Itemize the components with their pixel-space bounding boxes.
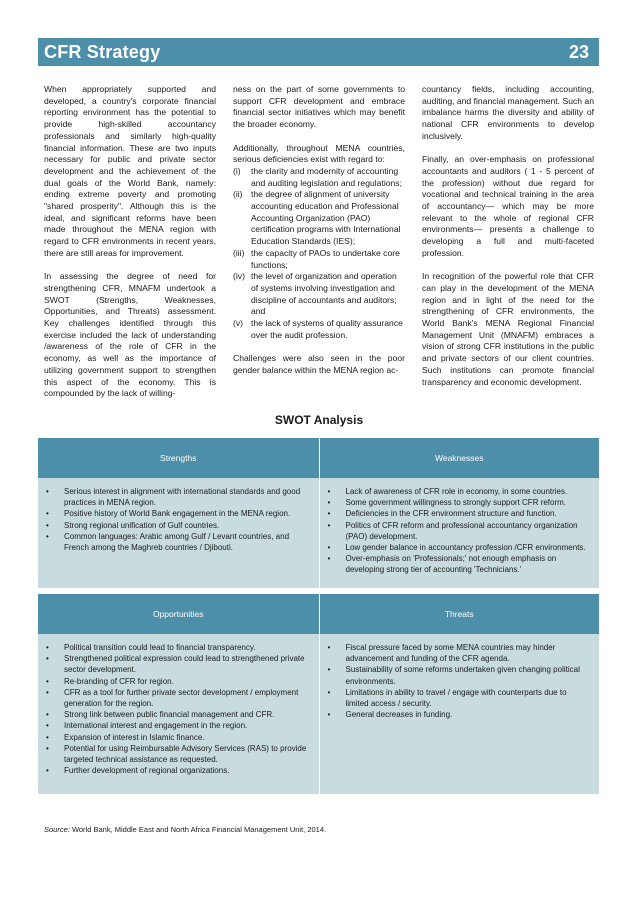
column-3 [422, 84, 594, 412]
list-item [46, 486, 311, 508]
list-item-text: the lack of systems of quality assurance over the audit profession. [251, 318, 403, 340]
list-item-text: the capacity of PAOs to undertake core functions; [251, 247, 400, 270]
list-item-text: CFR as a tool for further private sector development / employment generation for the region. [64, 687, 299, 709]
column-2 [233, 84, 405, 412]
bullet-icon: • [46, 487, 49, 496]
list-item-text: Lack of awareness of CFR role in economy, in some countries. [345, 487, 568, 496]
list-item-text: Limitations in ability to travel / engage with counterparts due to limited access / security. [345, 687, 567, 709]
list-item [46, 709, 311, 720]
list-item-text: Over-emphasis on 'Professionals;' not enough emphasis on developing strong tier of accounting 'Technicians.' [345, 554, 557, 575]
bullet-icon: • [46, 676, 49, 686]
list-item-text: the clarity and modernity of accounting and auditing legislation and regulations; [251, 165, 402, 188]
list-item [46, 642, 311, 653]
threats-header: Threats [319, 594, 600, 634]
list-item-text: Serious interest in alignment with international standards and good practices in MENA region. [64, 487, 301, 508]
bullet-icon: • [46, 654, 49, 664]
paragraph: Challenges were also seen in the poor gender balance within the MENA region ac- [233, 353, 405, 375]
list-item [328, 709, 592, 720]
list-item-text: Expansion of interest in Islamic finance. [64, 732, 205, 742]
bullet-icon: • [46, 687, 49, 697]
threats-list [328, 642, 592, 720]
list-item-text: Political transition could lead to financial transparency. [64, 643, 256, 652]
bullet-icon: • [327, 487, 331, 496]
paragraph: In assessing the degree of need for strengthening CFR, MNAFM undertook a SWOT (Strengths, Weaknesses, Opportunities, and Threats) assessment. Key challenges identified through this exercise included the lack of understanding /awareness of the role of CFR in the economy, as well as the importance of utilizing government support to strengthen this aspect of the economy. This is compounded by the lack of willing- [44, 271, 216, 399]
swot-header-row [38, 438, 599, 478]
list-item-text: Positive history of World Bank engagement in the MENA region. [64, 509, 291, 519]
list-item-text: General decreases in funding. [345, 710, 453, 720]
paragraph: ness on the part of some governments to support CFR development and embrace financial sector initiatives which may benefit the broader economy. [233, 84, 405, 130]
bullet-icon: • [327, 554, 331, 564]
bullet-icon: • [46, 520, 49, 530]
list-item-number: (iii) [233, 247, 245, 258]
bullet-icon: • [327, 687, 331, 697]
swot-header-row [38, 594, 599, 634]
page-number: 23 [568, 41, 589, 62]
strengths-cell [38, 478, 319, 588]
paragraph: countancy fields, including accounting, auditing, and financial management. Such an imbalance harms the diversity and ability of national CFR environments to develop inclusively. [422, 84, 594, 141]
list-item [46, 743, 311, 765]
list-item-text: the level of organization and operation of systems involving investigation and discipline of accountants and auditors; and [251, 271, 397, 317]
source-note [44, 825, 326, 834]
weaknesses-header: Weaknesses [319, 438, 600, 478]
strengths-list [46, 486, 311, 553]
list-item [328, 508, 592, 519]
bullet-icon: • [327, 498, 331, 508]
opportunities-list [46, 642, 311, 776]
list-item [328, 687, 592, 709]
list-item-text: International interest and engagement in the region. [64, 721, 248, 731]
list-item-text: Strong link between public financial management and CFR. [64, 710, 275, 720]
weaknesses-list [328, 486, 592, 576]
bullet-icon: • [46, 743, 49, 753]
list-item-text: Sustainability of some reforms undertaken given changing political environments. [345, 665, 580, 686]
bullet-icon: • [46, 766, 49, 776]
bullet-icon: • [327, 710, 331, 720]
list-item [233, 189, 405, 248]
list-item [46, 676, 311, 687]
list-item [46, 720, 311, 731]
list-item [328, 642, 592, 664]
swot-content-row [38, 634, 599, 794]
list-item-number: (v) [233, 318, 244, 329]
list-item-text: Strengthened political expression could lead to strengthened private sector development. [64, 654, 305, 675]
bullet-icon: • [46, 732, 49, 742]
bullet-icon: • [46, 710, 49, 720]
list-item-text: Politics of CFR reform and professional accountancy organization (PAO) development. [345, 520, 578, 541]
list-item-text: Deficiencies in the CFR environment structure and function. [345, 509, 557, 519]
list-item [233, 248, 405, 271]
list-item [233, 318, 405, 341]
list-item-number: (iv) [233, 271, 245, 282]
bullet-icon: • [46, 531, 49, 541]
list-item [328, 553, 592, 575]
list-item-text: Re-branding of CFR for region. [64, 676, 174, 686]
bullet-icon: • [46, 643, 49, 652]
list-item [46, 687, 311, 709]
body-columns [44, 84, 594, 412]
list-item-text: Further development of regional organizations. [64, 766, 230, 776]
strengths-header: Strengths [38, 438, 319, 478]
list-item-text: Potential for using Reimbursable Advisory Services (RAS) to provide targeted technical assistance as requested. [64, 743, 307, 765]
list-item [46, 520, 311, 531]
list-item [328, 497, 592, 508]
section-title: CFR Strategy [44, 41, 161, 62]
list-item-number: (ii) [233, 189, 243, 200]
list-item [328, 520, 592, 542]
bullet-icon: • [327, 643, 331, 652]
bullet-icon: • [327, 509, 331, 519]
threats-cell [319, 634, 600, 794]
weaknesses-cell [319, 478, 600, 588]
source-label: Source: [44, 825, 70, 834]
list-item-text: Some government willingness to strongly support CFR reform. [345, 498, 567, 508]
paragraph: In recognition of the powerful role that CFR can play in the development of the MENA region and in light of the need for the strengthening of CFR environments, the World Bank's MENA Regional Financial Management Unit (MNAFM) embraces a vision of strong CFR institutions in the public and private sectors of our client countries. Such institutions can promote financial transparency and economic development. [422, 271, 594, 387]
deficiency-list [233, 166, 405, 342]
paragraph: Additionally, throughout MENA countries, serious deficiencies exist with regard to: [233, 142, 405, 165]
swot-content-row [38, 478, 599, 588]
list-item [46, 765, 311, 776]
list-item [328, 542, 592, 553]
list-item [46, 653, 311, 675]
column-1 [44, 84, 216, 412]
paragraph: Finally, an over-emphasis on professional accountants and auditors ( 1 - 5 percent of the profession) without due regard for vocational and technical training in the area of accountancy— which may be more relevant to the whole of regional CFR environments— presents a challenge to developing a full and multi-faceted profession. [422, 154, 594, 258]
list-item-text: Common languages: Arabic among Gulf / Levant countries, and French among the Maghreb countries / Djibouti. [64, 531, 290, 553]
list-item-text: Strong regional unification of Gulf countries. [64, 520, 220, 530]
list-item [46, 531, 311, 553]
list-item [328, 486, 592, 497]
swot-table [38, 438, 599, 794]
list-item [46, 732, 311, 743]
list-item-text: the degree of alignment of university accounting education and Professional Accounting Organization (PAO) certification programs with International Education Standards (IES); [251, 189, 401, 247]
list-item [233, 271, 405, 318]
list-item [233, 166, 405, 189]
source-text: World Bank, Middle East and North Africa Financial Management Unit, 2014. [69, 825, 327, 834]
bullet-icon: • [46, 721, 49, 731]
bullet-icon: • [327, 543, 331, 553]
bullet-icon: • [327, 520, 331, 530]
bullet-icon: • [327, 665, 331, 675]
opportunities-cell [38, 634, 319, 794]
bullet-icon: • [46, 509, 49, 519]
list-item [328, 664, 592, 686]
list-item-number: (i) [233, 165, 241, 176]
list-item-text: Low gender balance in accountancy profession /CFR environments. [345, 543, 586, 553]
paragraph: When appropriately supported and developed, a country's corporate financial reporting environment has the potential to provide high-skilled accountancy professionals and similarly high-quality financial information. These are two inputs necessary for public and private sector development and the achievement of the dual goals of the World Bank, namely: ending extreme poverty and promoting "shared prosperity". Although this is the ideal, and significant reforms have been made throughout the MENA region with regard to CFR environments in recent years, there are still areas for improvement. [44, 84, 216, 258]
page-header [38, 38, 599, 66]
list-item [46, 508, 311, 519]
opportunities-header: Opportunities [38, 594, 319, 634]
swot-title: SWOT Analysis [274, 413, 364, 427]
list-item-text: Fiscal pressure faced by some MENA countries may hinder advancement and funding of the CFR agenda. [345, 643, 556, 664]
